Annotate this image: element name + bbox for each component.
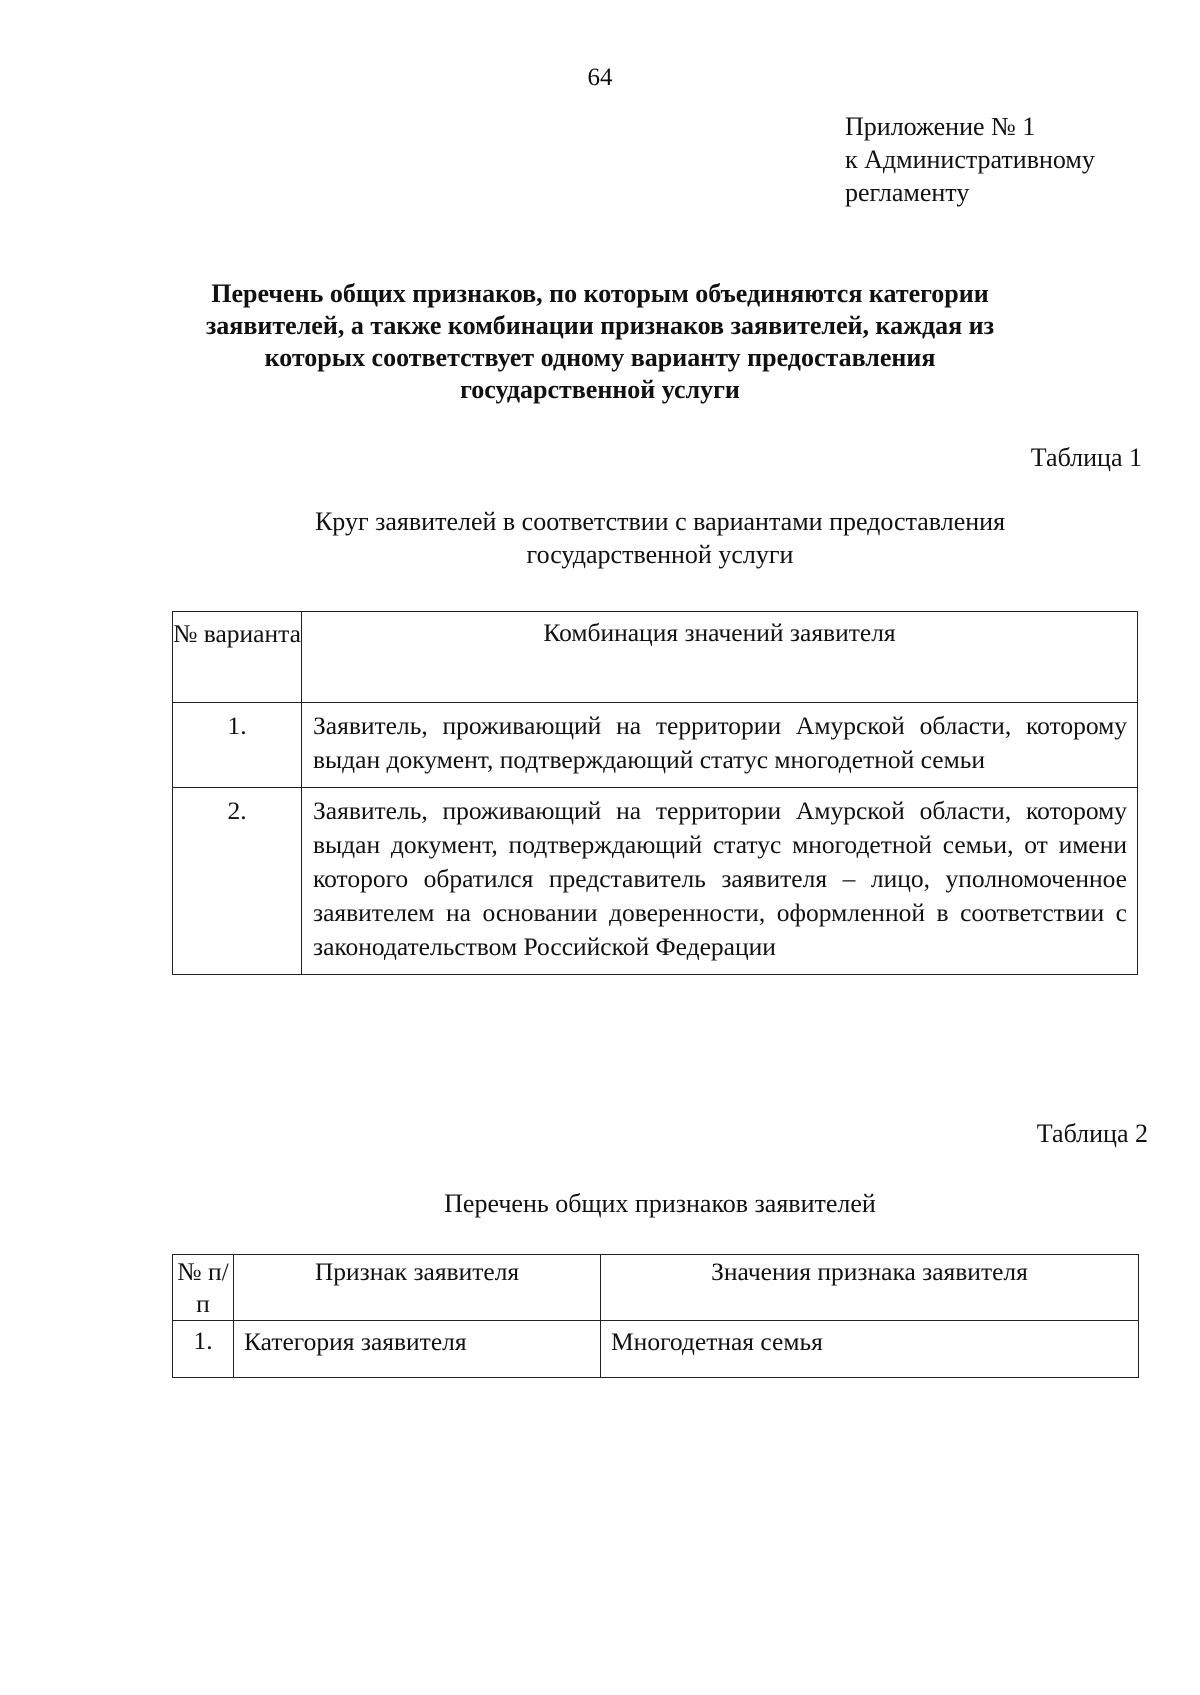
header-values: Значения признака заявителя [601, 1255, 1139, 1321]
appendix-line: к Административному [845, 145, 1095, 174]
applicants-variants-table [172, 611, 1138, 975]
title-line: заявителей, а также комбинации признаков заявителей, каждая из [205, 311, 995, 340]
header-variant-number: № варианта [173, 612, 302, 703]
row-text: Заявитель, проживающий на территории Амурской области, которому выдан документ, подтверждающий статус многодетной семьи [302, 703, 1138, 788]
appendix-line: регламенту [845, 178, 970, 207]
table-header-row [173, 1255, 1139, 1321]
table-row [173, 1321, 1139, 1378]
title-line: которых соответствует одному варианту предоставления [264, 343, 936, 372]
caption-line: Круг заявителей в соответствии с вариантами предоставления [314, 507, 1006, 536]
row-number: 1. [173, 1321, 234, 1378]
table-header-row [173, 612, 1138, 703]
table-row [173, 703, 1138, 788]
title-line: государственной услуги [460, 375, 740, 404]
common-attributes-table [172, 1254, 1139, 1378]
row-value: Многодетная семья [601, 1321, 1139, 1378]
header-number: № п/п [173, 1255, 234, 1321]
table2-label: Таблица 2 [1036, 1119, 1148, 1148]
header-attribute: Признак заявителя [234, 1255, 601, 1321]
table1-label: Таблица 1 [1030, 443, 1142, 472]
title-line: Перечень общих признаков, по которым объединяются категории [211, 279, 989, 308]
document-title [150, 278, 1050, 406]
appendix-line: Приложение № 1 [845, 112, 1036, 141]
row-attribute: Категория заявителя [234, 1321, 601, 1378]
table2-caption: Перечень общих признаков заявителей [444, 1189, 876, 1218]
row-number: 1. [173, 703, 302, 788]
table1-caption [150, 505, 1170, 571]
caption-line: государственной услуги [526, 540, 794, 569]
header-combination: Комбинация значений заявителя [302, 612, 1138, 703]
appendix-note [845, 110, 1095, 209]
row-number: 2. [173, 788, 302, 975]
page-number: 64 [587, 64, 613, 91]
row-text: Заявитель, проживающий на территории Амурской области, которому выдан документ, подтверждающий статус многодетной семьи, от имени которого обратился представитель заявителя – лицо, уполномоченное заявителем на основании доверенности, оформленной в соответствии с законодательством Российской Федерации [302, 788, 1138, 975]
table-row [173, 788, 1138, 975]
